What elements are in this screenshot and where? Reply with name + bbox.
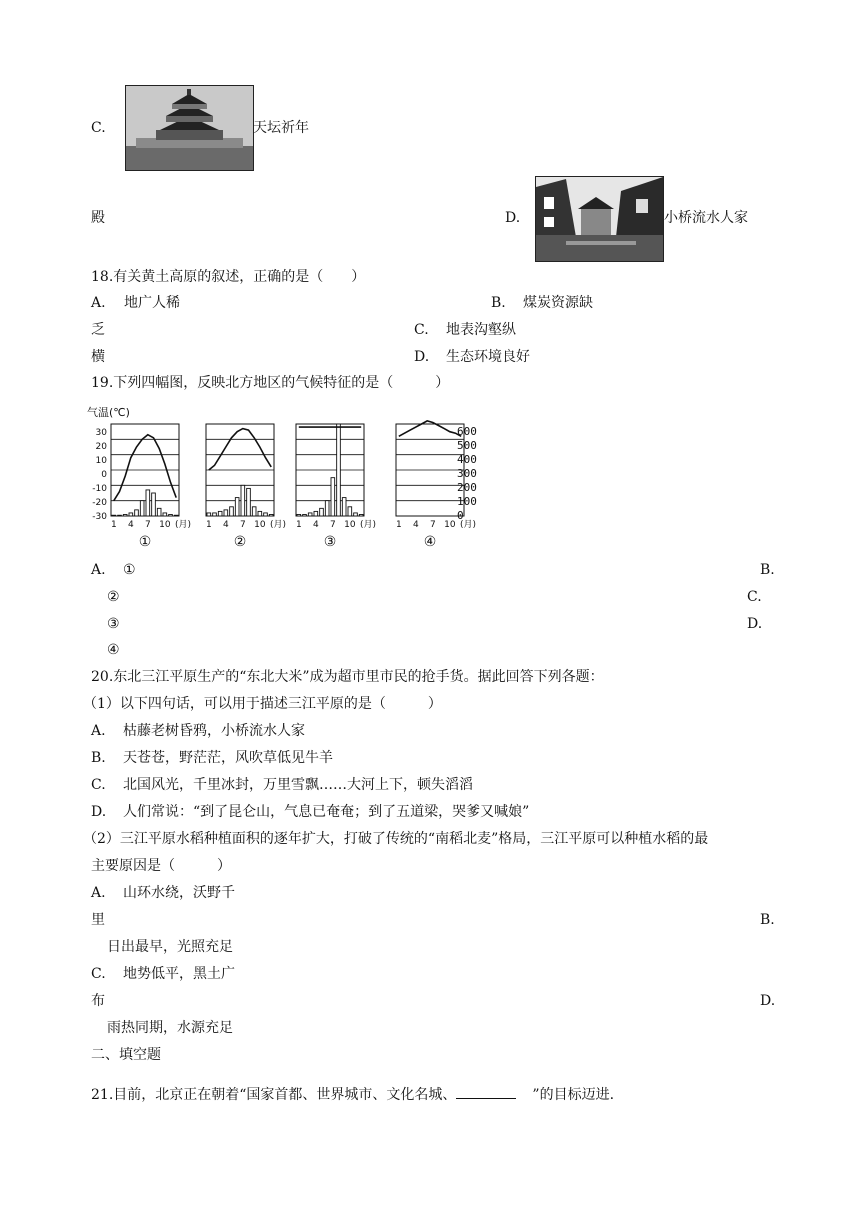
precip-bar [207, 513, 211, 516]
precip-bar [213, 513, 217, 516]
precip-bar [269, 514, 273, 516]
q20-p1-option-d-text: 人们常说：“到了昆仑山，气息已奄奄；到了五道梁，哭爹又喊娘” [123, 804, 530, 820]
y-tick-right: 0 [457, 509, 464, 522]
x-unit: (月) [270, 520, 287, 530]
y-tick-right: 100 [457, 495, 477, 508]
x-tick: 7 [239, 520, 246, 530]
x-tick: 10 [159, 520, 171, 530]
q17-option-c-text: 天坛祈年 [253, 120, 309, 136]
q21-stem-end: ”的目标迈进. [532, 1087, 615, 1103]
climate-panel-2 [206, 424, 286, 550]
q19-option-b-label: B. [760, 562, 775, 578]
precip-bar [252, 507, 256, 516]
q20-p1-option-c-text: 北国风光，千里冰封，万里雪飘……大河上下，顿失滔滔 [123, 777, 473, 793]
x-tick: 7 [329, 520, 336, 530]
q21-line [91, 1084, 614, 1104]
q20-p1-option-d-label: D. [91, 804, 107, 820]
precip-bar [135, 510, 139, 516]
q20-p1-option-c-label: C. [91, 777, 106, 793]
precip-bar [218, 511, 222, 516]
y-tick-left: 20 [95, 442, 107, 452]
q21-stem: 21.目前，北京正在朝着“国家首都、世界城市、文化名城、 [91, 1087, 457, 1103]
y-tick-right: 200 [457, 481, 477, 494]
q18-option-a-label: A. [91, 295, 106, 311]
temple-of-heaven-photo-icon [125, 85, 254, 171]
q18-option-b-text-cont: 乏 [91, 322, 105, 338]
precip-bar [163, 513, 167, 516]
temp-curve [114, 435, 176, 501]
q18-option-d-label: D. [414, 349, 430, 365]
q20-p2-option-c-text: 地势低平，黑土广 [123, 966, 235, 982]
precip-bar [146, 490, 150, 516]
q19-stem: 19.下列四幅图，反映北方地区的气候特征的是（ ） [91, 375, 450, 391]
y-tick-right: 600 [457, 425, 477, 438]
x-unit: (月) [360, 520, 377, 530]
precip-bar [308, 513, 312, 516]
q19-option-c-text: ③ [107, 616, 120, 632]
y-tick-right: 300 [457, 467, 477, 480]
x-tick: 1 [110, 520, 117, 530]
precip-bar [337, 424, 341, 516]
precip-bar [230, 507, 234, 516]
q18-option-b-label: B. [491, 295, 506, 311]
precip-bar [297, 514, 301, 516]
precip-bar [325, 501, 329, 516]
y-tick-left: 30 [95, 428, 107, 438]
precip-bar [247, 488, 251, 516]
q20-p2-option-c-text-cont: 布 [91, 993, 105, 1009]
q20-p2-option-b-label: B. [760, 912, 775, 928]
y-tick-left: -20 [92, 498, 107, 508]
temp-curve [209, 429, 271, 470]
precip-bar [129, 513, 133, 516]
q20-part2-stem: （2）三江平原水稻种植面积的逐年扩大，打破了传统的“南稻北麦”格局，三江平原可以种植水稻的最 [83, 831, 709, 847]
x-unit: (月) [175, 520, 192, 530]
q20-p2-option-a-text: 山环水绕，沃野千 [123, 885, 235, 901]
q20-p2-option-a-text-cont: 里 [91, 912, 105, 928]
precip-bar [303, 514, 307, 516]
precip-bar [235, 498, 239, 516]
precip-bar [314, 511, 318, 516]
precip-bar [123, 514, 127, 516]
q18-option-c-text: 地表沟壑纵 [446, 322, 516, 338]
q19-option-a-text: ① [123, 562, 136, 578]
q18-stem: 18.有关黄土高原的叙述，正确的是（ ） [91, 269, 366, 285]
panel-label: ③ [323, 534, 337, 550]
q19-option-d-text: ④ [107, 642, 120, 658]
precip-bar [224, 510, 228, 516]
section-fill-in-title: 二、填空题 [91, 1047, 161, 1063]
x-tick: 4 [127, 520, 134, 530]
x-tick: 10 [444, 520, 456, 530]
x-tick: 10 [254, 520, 266, 530]
precip-bar [258, 511, 262, 516]
climate-panel-3 [296, 424, 376, 550]
q18-option-a-text: 地广人稀 [124, 295, 180, 311]
precip-bar [320, 508, 324, 516]
q20-part2-stem-cont: 主要原因是（ ） [91, 858, 231, 874]
temp-curve [399, 421, 461, 436]
precip-bar [241, 485, 245, 516]
q19-option-b-text: ② [107, 589, 120, 605]
q18-option-c-text-cont: 横 [91, 349, 105, 365]
precip-bar [342, 498, 346, 516]
precip-bar [112, 515, 116, 516]
climate-panel-1 [111, 424, 191, 550]
q20-p1-option-b-text: 天苍苍，野茫茫，风吹草低见牛羊 [123, 750, 333, 766]
x-tick: 1 [205, 520, 212, 530]
q20-p2-option-b-text: 日出最早，光照充足 [107, 939, 233, 955]
precip-bar [264, 513, 268, 516]
precip-bar [359, 514, 363, 516]
precip-bar [331, 478, 335, 516]
precip-bar [354, 513, 358, 516]
x-tick: 1 [295, 520, 302, 530]
panel-label: ④ [423, 534, 437, 550]
q20-p1-option-a-label: A. [91, 723, 106, 739]
x-tick: 1 [395, 520, 402, 530]
q18-option-b-text: 煤炭资源缺 [523, 295, 593, 311]
canal-town-photo-icon [535, 176, 664, 262]
q20-p2-option-a-label: A. [91, 885, 106, 901]
q21-answer-blank[interactable] [456, 1084, 516, 1099]
y-tick-right: 500 [457, 439, 477, 452]
precip-bar [348, 507, 352, 516]
x-tick: 4 [312, 520, 319, 530]
q20-part1-stem: （1）以下四句话，可以用于描述三江平原的是（ ） [83, 696, 442, 712]
q17-option-c-label: C. [91, 120, 106, 136]
q20-p2-option-d-label: D. [760, 993, 776, 1009]
q18-option-d-text: 生态环境良好 [446, 349, 530, 365]
y-tick-right: 400 [457, 453, 477, 466]
precip-bar [152, 493, 156, 516]
q17-option-c-text-cont: 殿 [91, 210, 105, 226]
precip-bar [174, 515, 178, 516]
q20-p1-option-b-label: B. [91, 750, 106, 766]
x-tick: 7 [144, 520, 151, 530]
q17-option-d-text: 小桥流水人家 [664, 210, 748, 226]
x-tick: 10 [344, 520, 356, 530]
y-tick-left: -30 [92, 512, 107, 522]
y-tick-left: 10 [95, 456, 107, 466]
q19-option-c-label: C. [747, 589, 762, 605]
y-tick-left: -10 [92, 484, 107, 494]
q17-option-d-label: D. [505, 210, 521, 226]
x-tick: 7 [429, 520, 436, 530]
precip-bar [118, 515, 122, 516]
panel-label: ① [138, 534, 152, 550]
q18-option-c-label: C. [414, 322, 429, 338]
chart-ylabel: 气温(℃) [87, 406, 130, 419]
q20-stem: 20.东北三江平原生产的“东北大米”成为超市里市民的抢手货。据此回答下列各题： [91, 669, 604, 685]
climate-charts [85, 402, 505, 552]
precip-bar [157, 508, 161, 516]
climate-panel-4 [396, 421, 476, 550]
precip-bar [169, 514, 173, 516]
panel-label: ② [233, 534, 247, 550]
x-unit: (月) [460, 520, 477, 530]
q19-option-d-label: D. [747, 616, 763, 632]
y-tick-left: 0 [101, 470, 107, 480]
precip-bar [140, 501, 144, 516]
q20-p2-option-d-text: 雨热同期，水源充足 [107, 1020, 233, 1036]
x-tick: 4 [412, 520, 419, 530]
x-tick: 4 [222, 520, 229, 530]
q20-p2-option-c-label: C. [91, 966, 106, 982]
q19-option-a-label: A. [91, 562, 106, 578]
q20-p1-option-a-text: 枯藤老树昏鸦，小桥流水人家 [123, 723, 305, 739]
